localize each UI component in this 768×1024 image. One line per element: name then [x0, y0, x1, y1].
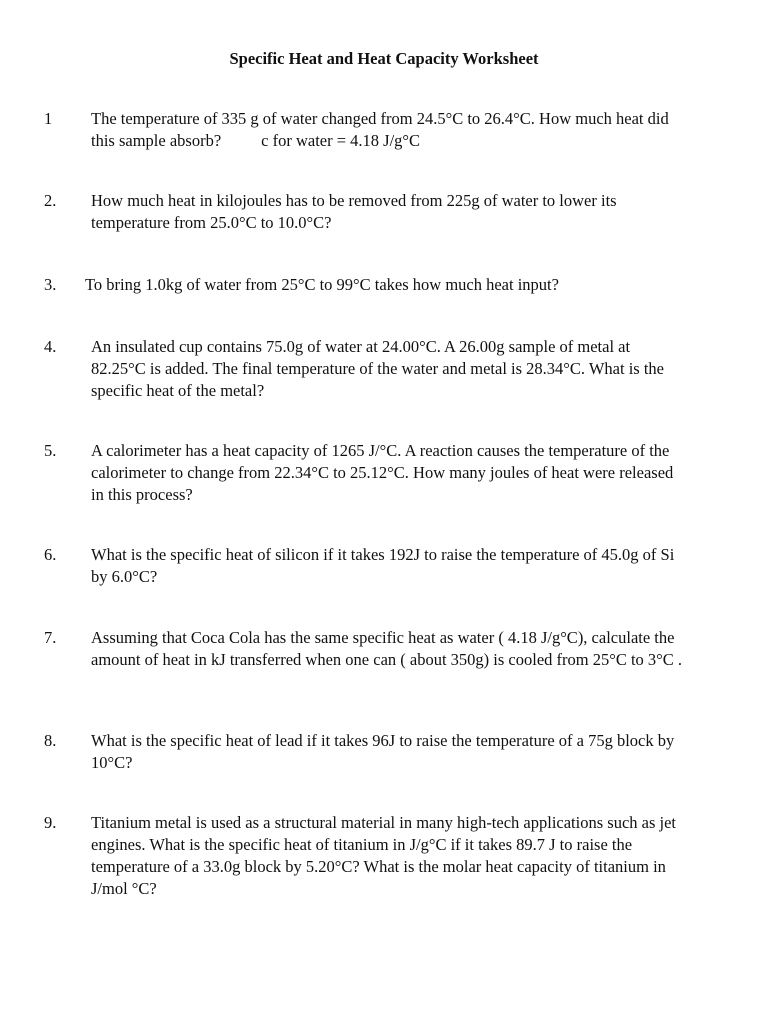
question-number: 3. — [44, 275, 57, 294]
question-line: amount of heat in kJ transferred when one can ( about 350g) is cooled from 25°C to 3°C . — [91, 650, 683, 669]
question-line: An insulated cup contains 75.0g of water at 24.00°C. A 26.00g sample of metal at — [91, 337, 631, 356]
question-line: temperature of a 33.0g block by 5.20°C? What is the molar heat capacity of titanium in — [91, 857, 666, 876]
question-line: A calorimeter has a heat capacity of 1265 J/°C. A reaction causes the temperature of the — [91, 441, 670, 460]
question-number: 4. — [44, 337, 57, 356]
question-line: What is the specific heat of silicon if it takes 192J to raise the temperature of 45.0g of Si — [91, 545, 675, 564]
question-line-part: this sample absorb? — [91, 131, 222, 150]
question-line: 10°C? — [91, 753, 133, 772]
question-line: What is the specific heat of lead if it takes 96J to raise the temperature of a 75g block by — [91, 731, 675, 750]
question-line: engines. What is the specific heat of titanium in J/g°C if it takes 89.7 J to raise the — [91, 835, 633, 854]
question-line: Assuming that Coca Cola has the same specific heat as water ( 4.18 J/g°C), calculate the — [91, 628, 675, 647]
question-line: specific heat of the metal? — [91, 381, 265, 400]
question-number: 9. — [44, 813, 57, 832]
question-line: To bring 1.0kg of water from 25°C to 99°C takes how much heat input? — [85, 275, 559, 294]
question-text — [91, 336, 731, 402]
question-line: Titanium metal is used as a structural material in many high-tech applications such as jet — [91, 813, 677, 832]
question-line: How much heat in kilojoules has to be removed from 225g of water to lower its — [91, 191, 617, 210]
question-line: The temperature of 335 g of water changed from 24.5°C to 26.4°C. How much heat did — [91, 109, 669, 128]
question-line: calorimeter to change from 22.34°C to 25.12°C. How many joules of heat were released — [91, 463, 674, 482]
worksheet-title: Specific Heat and Heat Capacity Worksheet — [229, 49, 539, 68]
question-line: temperature from 25.0°C to 10.0°C? — [91, 213, 332, 232]
question-text — [91, 190, 731, 234]
question-line: by 6.0°C? — [91, 567, 158, 586]
question-line — [91, 130, 731, 152]
question-line: 82.25°C is added. The final temperature of the water and metal is 28.34°C. What is the — [91, 359, 664, 378]
question-text — [91, 730, 731, 774]
question-text — [85, 274, 725, 296]
question-text — [91, 627, 731, 671]
given-constant: c for water = 4.18 J/g°C — [261, 131, 421, 150]
question-number: 6. — [44, 545, 57, 564]
question-number: 8. — [44, 731, 57, 750]
question-text — [91, 544, 731, 588]
question-number: 5. — [44, 441, 57, 460]
question-number: 1 — [44, 109, 53, 128]
question-text — [91, 440, 731, 506]
question-line: in this process? — [91, 485, 193, 504]
question-text — [91, 108, 731, 152]
question-number: 7. — [44, 628, 57, 647]
question-number: 2. — [44, 191, 57, 210]
question-line: J/mol °C? — [91, 879, 157, 898]
question-text — [91, 812, 731, 900]
